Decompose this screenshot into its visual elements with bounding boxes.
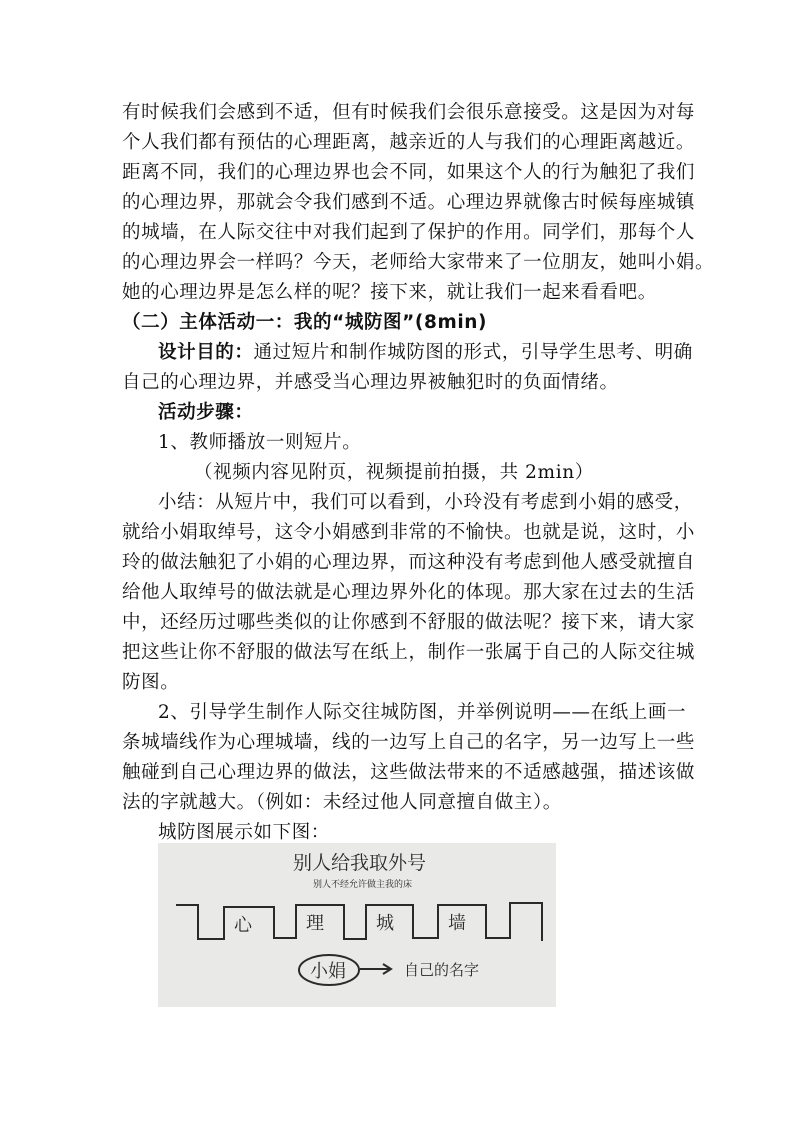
summary-line: 防图。 <box>122 672 180 693</box>
wall-char: 理 <box>306 913 324 934</box>
step-2-line: 法的字就越大。（例如：未经过他人同意擅自做主）。 <box>122 792 562 813</box>
step-1: 1、教师播放一则短片。 <box>158 432 362 453</box>
step-2-line: 触碰到自己心理边界的做法，这些做法带来的不适感越强，描述该做 <box>122 762 696 783</box>
paragraph-line: 有时候我们会感到不适，但有时候我们会很乐意接受。这是因为对每 <box>122 102 696 123</box>
wall-char: 心 <box>234 915 252 936</box>
paragraph-line: 的心理边界会一样吗？今天，老师给大家带来了一位朋友，她叫小娟。 <box>122 252 715 273</box>
summary-line: 给他人取绰号的做法就是心理边界外化的体现。那大家在过去的生活 <box>122 582 696 603</box>
design-purpose-line <box>158 340 718 368</box>
paragraph-line: 的心理边界，那就会令我们感到不适。心理边界就像古时候每座城镇 <box>122 192 696 213</box>
steps-label: 活动步骤： <box>158 402 254 423</box>
paragraph-line: 个人我们都有预估的心理距离，越亲近的人与我们的心理距离越近。 <box>122 132 696 153</box>
diagram-title: 别人给我取外号 <box>293 852 427 874</box>
wall-char: 墙 <box>448 913 466 934</box>
paragraph-line: 她的心理边界是怎么样的呢？接下来，就让我们一起来看看吧。 <box>122 282 657 303</box>
design-purpose-line-2: 自己的心理边界，并感受当心理边界被触犯时的负面情绪。 <box>122 372 619 393</box>
wall-char: 城 <box>376 913 394 934</box>
city-wall-diagram <box>158 843 556 1007</box>
city-wall-diagram-photo <box>158 843 556 1007</box>
design-purpose-label: 设计目的： <box>158 342 254 363</box>
step-2-line: 2、引导学生制作人际交往城防图，并举例说明——在纸上画一 <box>158 702 687 723</box>
summary-line: 玲的做法触犯了小娟的心理边界，而这种没有考虑到他人感受就擅自 <box>122 552 696 573</box>
design-purpose-text: 通过短片和制作城防图的形式，引导学生思考、明确 <box>253 342 693 363</box>
summary-line: 就给小娟取绰号，这令小娟感到非常的不愉快。也就是说，这时，小 <box>122 522 696 543</box>
summary-line: 把这些让你不舒服的做法写在纸上，制作一张属于自己的人际交往城 <box>122 642 696 663</box>
summary-line: 小结：从短片中，我们可以看到，小玲没有考虑到小娟的感受， <box>158 492 693 513</box>
summary-line: 中，还经历过哪些类似的让你感到不舒服的做法呢？接下来，请大家 <box>122 612 696 633</box>
diagram-subtitle: 别人不经允许做主我的床 <box>313 880 413 890</box>
figure-caption: 城防图展示如下图： <box>158 822 330 843</box>
diagram-name: 小娟 <box>310 961 346 982</box>
section-heading: （二）主体活动一：我的“城防图”(8min) <box>122 312 488 333</box>
paragraph-line: 的城墙，在人际交往中对我们起到了保护的作用。同学们，那每个人 <box>122 222 696 243</box>
step-1-note: （视频内容见附页，视频提前拍摄，共 2min） <box>194 462 594 483</box>
paragraph-line: 距离不同，我们的心理边界也会不同，如果这个人的行为触犯了我们 <box>122 162 696 183</box>
diagram-name-label: 自己的名字 <box>404 961 480 979</box>
step-2-line: 条城墙线作为心理城墙，线的一边写上自己的名字，另一边写上一些 <box>122 732 696 753</box>
